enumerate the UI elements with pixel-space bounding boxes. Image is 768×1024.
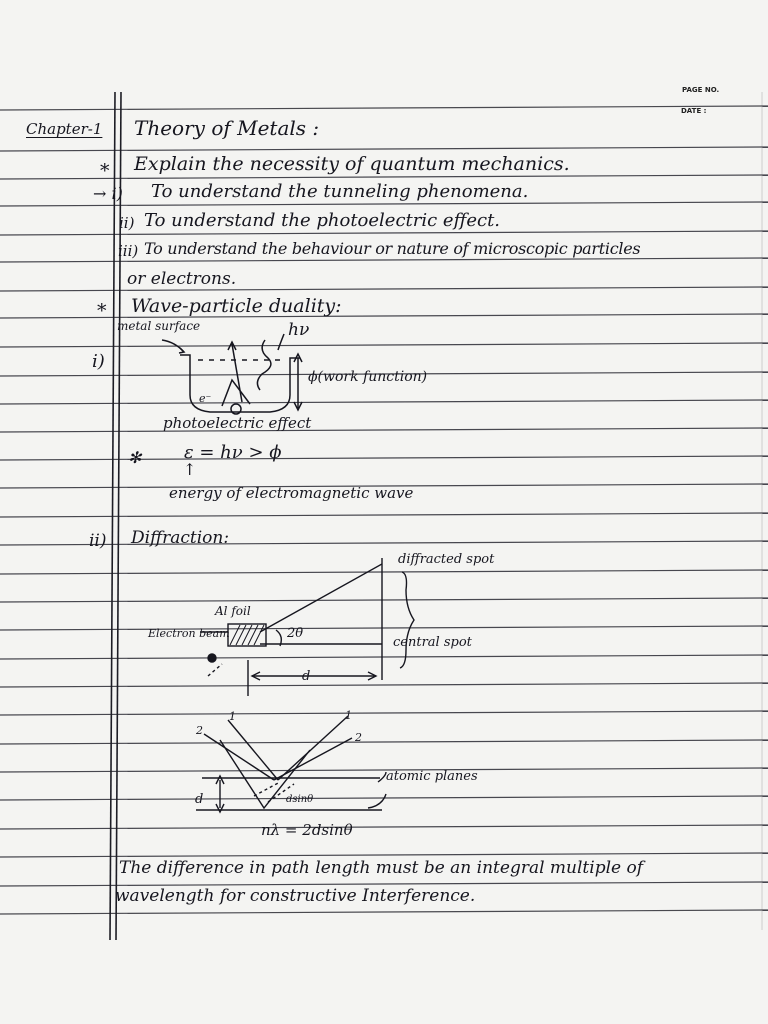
metal-surface-label: metal surface <box>117 319 201 333</box>
duality-bullet: * <box>97 300 107 322</box>
ray-1b-label: 1 <box>345 709 352 722</box>
electron-label: e⁻ <box>199 392 212 405</box>
diffracted-spot-label: diffracted spot <box>398 552 495 567</box>
photoelectric-caption: photoelectric effect <box>163 414 312 432</box>
photoelectric-marker: i) <box>92 351 105 372</box>
reason-2-marker: ii) <box>119 214 135 232</box>
page-title: Theory of Metals : <box>134 116 320 140</box>
diffraction-heading: Diffraction: <box>131 528 230 548</box>
atomic-planes-label: atomic planes <box>386 769 478 784</box>
diffraction-marker: ii) <box>89 531 107 551</box>
diffraction-diagram <box>200 550 460 710</box>
duality-heading: Wave-particle duality: <box>131 295 342 317</box>
energy-note: energy of electromagnetic wave <box>169 484 414 502</box>
ray-2b-label: 2 <box>355 731 362 744</box>
reason-1-text: To understand the tunneling phenomena. <box>151 181 529 202</box>
ray-1-label: 1 <box>229 710 236 723</box>
path-difference-label: dsinθ <box>286 794 314 805</box>
page-number-label: PAGE NO. <box>682 86 720 94</box>
angle-label: 2θ <box>287 626 304 641</box>
hv-label: hν <box>288 320 310 340</box>
energy-arrow-icon: ↑ <box>183 460 197 479</box>
work-function-label: ϕ(work function) <box>308 369 428 385</box>
question-text: Explain the necessity of quantum mechanics. <box>134 153 570 175</box>
reason-2-text: To understand the photoelectric effect. <box>144 210 501 231</box>
date-label: DATE : <box>681 107 707 115</box>
reason-1-marker: → i) <box>93 184 123 203</box>
ray-2-label: 2 <box>196 724 203 737</box>
chapter-label: Chapter-1 <box>26 120 103 138</box>
bragg-law: nλ = 2dsinθ <box>261 821 353 839</box>
equation-marker-icon: ✻ <box>128 448 142 467</box>
electron-beam-label: Electron beam <box>148 627 230 640</box>
plane-spacing-label: d <box>195 792 204 807</box>
conclusion-line-2: wavelength for constructive Interference. <box>115 886 476 906</box>
al-foil-label: Al foil <box>215 604 251 618</box>
reason-3-continuation: or electrons. <box>127 269 237 289</box>
distance-d-label: d <box>302 669 311 684</box>
bragg-diagram <box>190 710 410 820</box>
conclusion-line-1: The difference in path length must be an integral multiple of <box>119 858 644 878</box>
reason-3-marker: iii) <box>118 242 139 260</box>
reason-3-text: To understand the behaviour or nature of microscopic particles <box>144 239 641 258</box>
energy-equation: ε = hν > ϕ <box>184 442 282 463</box>
central-spot-label: central spot <box>393 635 472 650</box>
question-bullet: * <box>100 160 110 182</box>
